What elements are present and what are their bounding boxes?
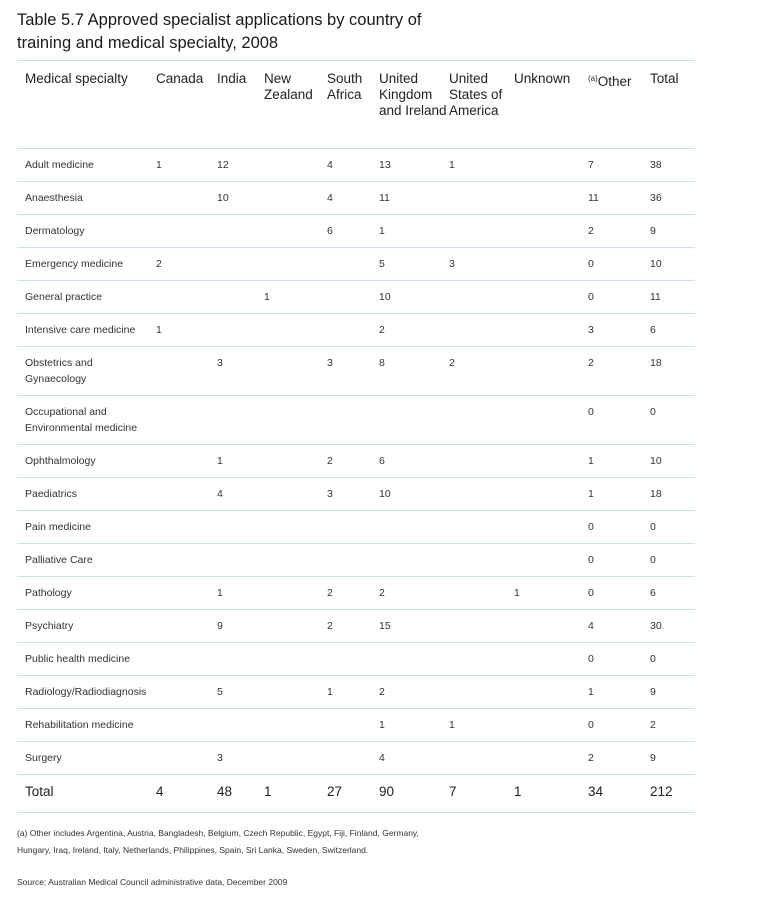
cell-south-africa: [327, 511, 379, 544]
cell-uk-ireland: 10: [379, 281, 449, 314]
cell-total: 11: [650, 281, 695, 314]
cell-new-zealand: [264, 643, 327, 676]
cell-usa: 1: [449, 149, 514, 182]
cell-other: 2: [588, 347, 650, 396]
header-unknown: Unknown: [514, 61, 588, 149]
cell-canada: [156, 281, 217, 314]
cell-total: 2: [650, 709, 695, 742]
table-row: [17, 577, 695, 610]
cell-unknown: [514, 643, 588, 676]
total-new-zealand: 1: [264, 775, 327, 813]
cell-total: 0: [650, 544, 695, 577]
cell-specialty: Adult medicine: [17, 149, 156, 182]
cell-uk-ireland: 11: [379, 182, 449, 215]
cell-total: 10: [650, 445, 695, 478]
cell-specialty: Dermatology: [17, 215, 156, 248]
cell-specialty: Anaesthesia: [17, 182, 156, 215]
cell-india: 1: [217, 445, 264, 478]
cell-other: 1: [588, 478, 650, 511]
header-total: Total: [650, 61, 695, 149]
cell-other: 1: [588, 676, 650, 709]
cell-total: 9: [650, 676, 695, 709]
cell-india: [217, 544, 264, 577]
table-row: [17, 281, 695, 314]
cell-other: 1: [588, 445, 650, 478]
cell-specialty: Ophthalmology: [17, 445, 156, 478]
cell-india: [217, 248, 264, 281]
cell-usa: [449, 281, 514, 314]
cell-unknown: [514, 182, 588, 215]
cell-unknown: [514, 281, 588, 314]
header-south-africa: South Africa: [327, 61, 379, 149]
table-row: [17, 182, 695, 215]
cell-new-zealand: [264, 215, 327, 248]
cell-usa: [449, 314, 514, 347]
cell-specialty: Psychiatry: [17, 610, 156, 643]
header-usa: United States of America: [449, 61, 514, 149]
cell-india: 12: [217, 149, 264, 182]
cell-unknown: [514, 676, 588, 709]
footnote: [17, 825, 457, 859]
cell-south-africa: [327, 742, 379, 775]
cell-other: 4: [588, 610, 650, 643]
cell-south-africa: 2: [327, 577, 379, 610]
cell-usa: [449, 182, 514, 215]
cell-canada: [156, 676, 217, 709]
cell-uk-ireland: [379, 511, 449, 544]
cell-unknown: [514, 544, 588, 577]
cell-unknown: [514, 709, 588, 742]
cell-canada: [156, 182, 217, 215]
total-unknown: 1: [514, 775, 588, 813]
cell-usa: [449, 215, 514, 248]
cell-unknown: [514, 610, 588, 643]
cell-uk-ireland: 8: [379, 347, 449, 396]
cell-new-zealand: [264, 610, 327, 643]
header-india: India: [217, 61, 264, 149]
header-new-zealand: New Zealand: [264, 61, 327, 149]
cell-other: 7: [588, 149, 650, 182]
total-canada: 4: [156, 775, 217, 813]
cell-new-zealand: [264, 248, 327, 281]
cell-specialty: Public health medicine: [17, 643, 156, 676]
cell-new-zealand: [264, 478, 327, 511]
cell-uk-ireland: 6: [379, 445, 449, 478]
cell-south-africa: 4: [327, 182, 379, 215]
cell-total: 36: [650, 182, 695, 215]
cell-canada: [156, 511, 217, 544]
cell-other: 2: [588, 742, 650, 775]
cell-uk-ireland: [379, 396, 449, 445]
cell-total: 10: [650, 248, 695, 281]
table-title: Table 5.7 Approved specialist applications by country of training and medical specialty, 2008: [17, 11, 422, 52]
table-row: [17, 396, 695, 445]
cell-canada: [156, 709, 217, 742]
cell-new-zealand: 1: [264, 281, 327, 314]
cell-new-zealand: [264, 445, 327, 478]
cell-usa: [449, 396, 514, 445]
cell-specialty: Radiology/Radiodiagnosis: [17, 676, 156, 709]
cell-total: 6: [650, 577, 695, 610]
table-row: [17, 149, 695, 182]
cell-usa: [449, 445, 514, 478]
cell-usa: 3: [449, 248, 514, 281]
cell-canada: 1: [156, 149, 217, 182]
cell-unknown: [514, 478, 588, 511]
cell-unknown: [514, 149, 588, 182]
cell-canada: 2: [156, 248, 217, 281]
cell-uk-ireland: [379, 544, 449, 577]
table-row: [17, 314, 695, 347]
table-row: [17, 511, 695, 544]
cell-total: 9: [650, 742, 695, 775]
cell-usa: [449, 577, 514, 610]
cell-unknown: [514, 511, 588, 544]
cell-canada: [156, 544, 217, 577]
cell-india: 4: [217, 478, 264, 511]
cell-total: 6: [650, 314, 695, 347]
cell-new-zealand: [264, 577, 327, 610]
cell-total: 0: [650, 511, 695, 544]
cell-canada: 1: [156, 314, 217, 347]
cell-india: [217, 643, 264, 676]
table-row: [17, 742, 695, 775]
cell-usa: 2: [449, 347, 514, 396]
cell-south-africa: 3: [327, 347, 379, 396]
cell-india: 3: [217, 742, 264, 775]
total-india: 48: [217, 775, 264, 813]
header-other: [588, 61, 650, 149]
cell-specialty: Emergency medicine: [17, 248, 156, 281]
totals-label: Total: [17, 775, 156, 813]
cell-india: [217, 709, 264, 742]
cell-south-africa: [327, 314, 379, 347]
cell-total: 18: [650, 347, 695, 396]
cell-total: 0: [650, 643, 695, 676]
cell-south-africa: [327, 281, 379, 314]
cell-other: 0: [588, 544, 650, 577]
cell-unknown: [514, 314, 588, 347]
cell-canada: [156, 577, 217, 610]
cell-unknown: [514, 347, 588, 396]
cell-canada: [156, 478, 217, 511]
cell-india: [217, 314, 264, 347]
table-row: [17, 445, 695, 478]
cell-usa: [449, 511, 514, 544]
cell-south-africa: [327, 396, 379, 445]
cell-other: 0: [588, 643, 650, 676]
cell-south-africa: [327, 544, 379, 577]
table-row: [17, 215, 695, 248]
cell-south-africa: 2: [327, 610, 379, 643]
cell-total: 0: [650, 396, 695, 445]
total-south-africa: 27: [327, 775, 379, 813]
cell-usa: [449, 610, 514, 643]
header-specialty: Medical specialty: [17, 61, 156, 149]
cell-uk-ireland: 2: [379, 676, 449, 709]
cell-south-africa: 6: [327, 215, 379, 248]
cell-canada: [156, 396, 217, 445]
cell-unknown: [514, 742, 588, 775]
cell-uk-ireland: 2: [379, 314, 449, 347]
table-row: [17, 544, 695, 577]
table-row: [17, 248, 695, 281]
cell-unknown: [514, 215, 588, 248]
cell-specialty: Pathology: [17, 577, 156, 610]
cell-new-zealand: [264, 544, 327, 577]
specialist-applications-table: [17, 60, 695, 813]
cell-specialty: General practice: [17, 281, 156, 314]
cell-other: 11: [588, 182, 650, 215]
total-total: 212: [650, 775, 695, 813]
cell-usa: [449, 742, 514, 775]
cell-india: [217, 396, 264, 445]
cell-south-africa: 3: [327, 478, 379, 511]
cell-uk-ireland: 13: [379, 149, 449, 182]
footnote-marker: (a): [588, 74, 598, 83]
table-row: [17, 643, 695, 676]
cell-other: 3: [588, 314, 650, 347]
table-row: [17, 610, 695, 643]
cell-uk-ireland: 5: [379, 248, 449, 281]
cell-other: 0: [588, 281, 650, 314]
cell-usa: [449, 676, 514, 709]
table-row: [17, 709, 695, 742]
cell-new-zealand: [264, 314, 327, 347]
cell-new-zealand: [264, 396, 327, 445]
cell-other: 0: [588, 577, 650, 610]
source-note: Source: Australian Medical Council administrative data, December 2009: [17, 877, 288, 887]
cell-india: 9: [217, 610, 264, 643]
cell-canada: [156, 610, 217, 643]
cell-canada: [156, 643, 217, 676]
cell-uk-ireland: 10: [379, 478, 449, 511]
cell-uk-ireland: 1: [379, 709, 449, 742]
cell-uk-ireland: 15: [379, 610, 449, 643]
cell-uk-ireland: 2: [379, 577, 449, 610]
header-other-label: Other: [597, 74, 632, 89]
cell-other: 0: [588, 248, 650, 281]
cell-canada: [156, 445, 217, 478]
cell-new-zealand: [264, 149, 327, 182]
cell-south-africa: 1: [327, 676, 379, 709]
cell-canada: [156, 742, 217, 775]
header-canada: Canada: [156, 61, 217, 149]
cell-new-zealand: [264, 676, 327, 709]
table-row: [17, 478, 695, 511]
cell-usa: [449, 544, 514, 577]
cell-total: 9: [650, 215, 695, 248]
cell-unknown: [514, 445, 588, 478]
cell-usa: [449, 478, 514, 511]
cell-india: 10: [217, 182, 264, 215]
cell-uk-ireland: [379, 643, 449, 676]
cell-specialty: Pain medicine: [17, 511, 156, 544]
cell-specialty: Intensive care medicine: [17, 314, 156, 347]
cell-india: 5: [217, 676, 264, 709]
cell-canada: [156, 347, 217, 396]
cell-south-africa: [327, 248, 379, 281]
cell-specialty: Paediatrics: [17, 478, 156, 511]
cell-new-zealand: [264, 709, 327, 742]
cell-specialty: Obstetrics and Gynaecology: [17, 347, 156, 396]
cell-uk-ireland: 4: [379, 742, 449, 775]
footnote-line: Hungary, Iraq, Ireland, Italy, Netherlands, Philippines, Spain, Sri Lanka, Sweden, Switzerland.: [17, 845, 369, 855]
cell-other: 0: [588, 511, 650, 544]
cell-usa: [449, 643, 514, 676]
cell-canada: [156, 215, 217, 248]
table-row: [17, 347, 695, 396]
cell-unknown: 1: [514, 577, 588, 610]
table-row: [17, 676, 695, 709]
header-uk-ireland: United Kingdom and Ireland: [379, 61, 449, 149]
cell-india: [217, 281, 264, 314]
cell-other: 2: [588, 215, 650, 248]
header-row: [17, 61, 695, 149]
cell-india: [217, 215, 264, 248]
cell-south-africa: [327, 643, 379, 676]
cell-new-zealand: [264, 511, 327, 544]
cell-unknown: [514, 248, 588, 281]
cell-india: 1: [217, 577, 264, 610]
total-other: 34: [588, 775, 650, 813]
totals-row: [17, 775, 695, 813]
total-uk-ireland: 90: [379, 775, 449, 813]
cell-usa: 1: [449, 709, 514, 742]
cell-india: [217, 511, 264, 544]
cell-new-zealand: [264, 347, 327, 396]
cell-specialty: Rehabilitation medicine: [17, 709, 156, 742]
cell-total: 38: [650, 149, 695, 182]
cell-new-zealand: [264, 742, 327, 775]
cell-other: 0: [588, 396, 650, 445]
cell-unknown: [514, 396, 588, 445]
cell-south-africa: [327, 709, 379, 742]
total-usa: 7: [449, 775, 514, 813]
cell-total: 30: [650, 610, 695, 643]
cell-south-africa: 4: [327, 149, 379, 182]
cell-india: 3: [217, 347, 264, 396]
cell-total: 18: [650, 478, 695, 511]
cell-south-africa: 2: [327, 445, 379, 478]
cell-new-zealand: [264, 182, 327, 215]
cell-specialty: Surgery: [17, 742, 156, 775]
footnote-line: (a) Other includes Argentina, Austria, Bangladesh, Belgium, Czech Republic, Egypt, Fiji, Finland, Germany,: [17, 828, 419, 838]
cell-specialty: Occupational and Environmental medicine: [17, 396, 156, 445]
cell-specialty: Palliative Care: [17, 544, 156, 577]
cell-other: 0: [588, 709, 650, 742]
cell-uk-ireland: 1: [379, 215, 449, 248]
